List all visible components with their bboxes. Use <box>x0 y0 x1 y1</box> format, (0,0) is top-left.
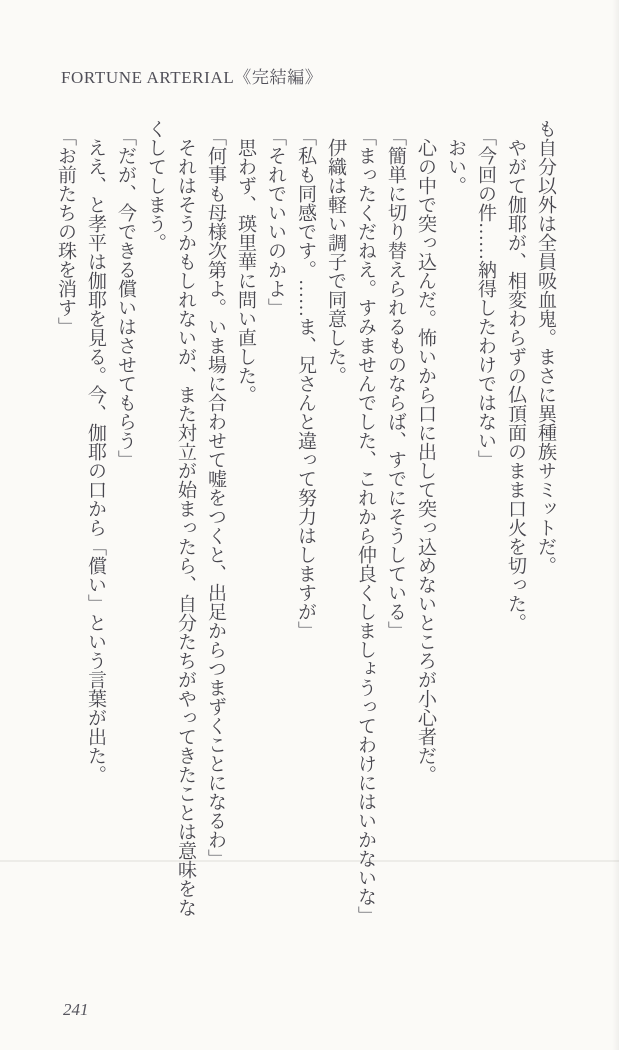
page-number: 241 <box>63 1000 89 1019</box>
text-column-paragraph: 伊織は軽い調子で同意した。 <box>325 138 346 385</box>
text-column-paragraph: 心の中で突っ込んだ。怖いから口に出して突っ込めないところが小心者だ。 <box>415 138 436 784</box>
running-header-title: FORTUNE ARTERIAL《完結編》 <box>61 68 323 87</box>
scan-crease-line <box>0 860 619 862</box>
vertical-text-block <box>50 119 560 929</box>
text-column-paragraph: 「今回の件……納得したわけではない」 <box>475 127 496 469</box>
text-column-paragraph: 「まったくだねえ。すみませんでした、これから仲良くしましょうってわけにはいかないな」 <box>355 127 376 925</box>
text-column-paragraph: 「簡単に切り替えられるものならば、すでにそうしている」 <box>385 127 406 640</box>
text-column-paragraph: 「それでいいのかよ」 <box>265 127 286 317</box>
text-column-paragraph: も自分以外は全員吸血鬼。まさに異種族サミットだ。 <box>535 119 556 575</box>
text-column-paragraph: ええ、と孝平は伽耶を見る。今、伽耶の口から「償い」という言葉が出た。 <box>85 138 106 784</box>
text-column-paragraph: 「何事も母様次第よ。いま場に合わせて嘘をつくと、出足からつまずくことになるわ」 <box>205 127 226 868</box>
text-column-paragraph: 「私も同感です。……ま、兄さんと違って努力はしますが」 <box>295 127 316 640</box>
text-column-paragraph: 「お前たちの珠を消す」 <box>55 127 76 336</box>
text-column-paragraph: それはそうかもしれないが、また対立が始まったら、自分たちがやってきたことは意味をなくしてしまう。 <box>145 119 196 917</box>
page-edge-shading <box>612 0 619 1050</box>
text-column-paragraph: おい。 <box>445 138 466 195</box>
text-column-paragraph: やがて伽耶が、相変わらずの仏頂面のまま口火を切った。 <box>505 138 526 632</box>
text-column-paragraph: 思わず、瑛里華に問い直した。 <box>235 138 256 404</box>
text-column-paragraph: 「だが、今できる償いはさせてもらう」 <box>115 127 136 469</box>
